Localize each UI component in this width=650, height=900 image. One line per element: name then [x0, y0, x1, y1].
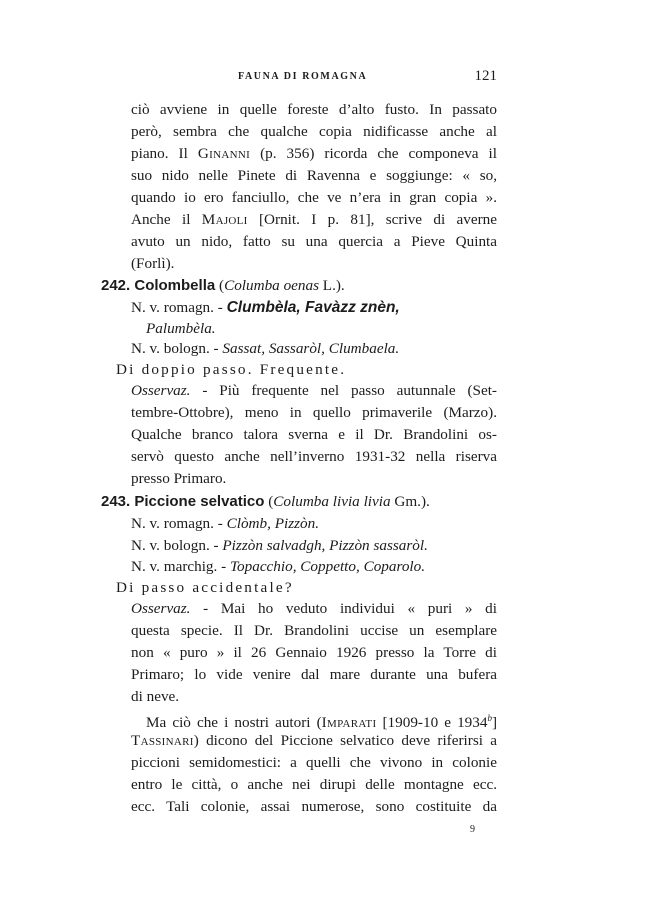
running-title: FAUNA DI ROMAGNA: [238, 71, 368, 82]
entry-243-para2-line-5: ecc. Tali colonie, assai numerose, sono costituite da: [131, 798, 497, 815]
entry-243-marchig-names: Topacchio, Coppetto, Coparolo.: [229, 558, 426, 575]
entry-242-romagn-names: Clumbèla, Favàzz znèn,: [226, 299, 400, 316]
entry-243-para2-line-2: Tassinari) dicono del Piccione selvatico deve riferirsi a: [131, 732, 497, 749]
entry-242-obs-line-4: servò questo anche nell’inverno 1931-32 nella riserva: [131, 448, 497, 465]
entry-242-obs-line-5: presso Primaro.: [131, 470, 227, 487]
entry-242-obs-line-3: Qualche branco talora sverna e il Dr. Brandolini os-: [131, 426, 497, 443]
entry-242-obs-line-1: Osservaz. - Più frequente nel passo autunnale (Set-: [131, 382, 497, 399]
entry-243-romagn: N. v. romagn. - Clòmb, Pizzòn.: [131, 515, 320, 532]
intro-line-1: ciò avviene in quelle foreste d’alto fusto. In passato: [131, 101, 497, 118]
intro-line-4: suo nido nelle Pinete di Ravenna e soggiunge: « so,: [131, 167, 497, 184]
entry-242-latin: Columba oenas: [224, 277, 319, 294]
entry-242-obs-line-2: tembre-Ottobre), meno in quello primaverile (Marzo).: [131, 404, 497, 421]
author-imparati: Imparati: [321, 714, 377, 732]
entry-243-marchig: N. v. marchig. - Topacchio, Coppetto, Coparolo.: [131, 558, 426, 575]
entry-242-romagn: N. v. romagn. - Clumbèla, Favàzz znèn,: [131, 299, 400, 316]
entry-243-para2-line-1: Ma ciò che i nostri autori (Imparati [1909-10 e 1934$^b$]: [146, 713, 498, 732]
entry-243-bologn-names: Pizzòn salvadgh, Pizzòn sassaròl.: [222, 537, 428, 554]
author-majoli: Majoli: [201, 211, 248, 228]
entry-243-para2-line-4: entro le città, o anche nei dirupi delle montagne ecc.: [131, 776, 497, 793]
intro-line-6: Anche il Majoli [Ornit. I p. 81], scrive di averne: [131, 211, 498, 228]
entry-242-bologn-names: Sassat, Sassaròl, Clumbaela.: [222, 340, 400, 357]
entry-242-heading: 242. Colombella (Columba oenas L.).: [101, 277, 345, 294]
intro-line-8: (Forlì).: [131, 255, 175, 272]
intro-line-2: però, sembra che qualche copia nidificasse anche al: [131, 123, 497, 140]
entry-242-title: 242. Colombella: [101, 277, 216, 294]
entry-243-status: Di passo accidentale?: [116, 579, 294, 596]
intro-line-3: piano. Il Ginanni (p. 356) ricorda che componeva il: [131, 145, 497, 162]
entry-242-romagn-cont: Palumbèla.: [146, 320, 216, 337]
intro-line-5: quando io ero fanciullo, che ve n’era in gran copia ».: [131, 189, 497, 206]
entry-243-title: 243. Piccione selvatico: [101, 493, 265, 510]
entry-243-latin: Columba livia livia: [273, 493, 391, 510]
author-ginanni: Ginanni: [197, 145, 251, 162]
entry-243-para2-line-3: piccioni semidomestici: a quelli che vivono in colonie: [131, 754, 497, 771]
entry-243-obs-line-1: Osservaz. - Mai ho veduto individui « puri » di: [131, 600, 497, 617]
entry-243-obs-line-5: di neve.: [131, 688, 180, 705]
entry-242-bologn: N. v. bologn. - Sassat, Sassaròl, Clumbaela.: [131, 340, 400, 357]
entry-243-obs-line-4: Primaro; lo vide venire dal mare durante una bufera: [131, 666, 497, 683]
author-tassinari: Tassinari: [131, 732, 194, 749]
intro-line-7: avuto un nido, fatto su una quercia a Pieve Quinta: [131, 233, 497, 250]
entry-243-bologn: N. v. bologn. - Pizzòn salvadgh, Pizzòn sassaròl.: [131, 537, 428, 554]
page-header: [131, 68, 497, 88]
entry-243-romagn-names: Clòmb, Pizzòn.: [226, 515, 320, 532]
entry-242-status: Di doppio passo. Frequente.: [116, 361, 347, 378]
signature-mark: 9: [470, 824, 475, 835]
entry-243-heading: 243. Piccione selvatico (Columba livia livia Gm.).: [101, 493, 430, 510]
entry-243-obs-line-2: questa specie. Il Dr. Brandolini uccise un esemplare: [131, 622, 497, 639]
entry-243-obs-line-3: non « puro » il 26 Gennaio 1926 presso la Torre di: [131, 644, 497, 661]
page-number: 121: [474, 68, 497, 84]
